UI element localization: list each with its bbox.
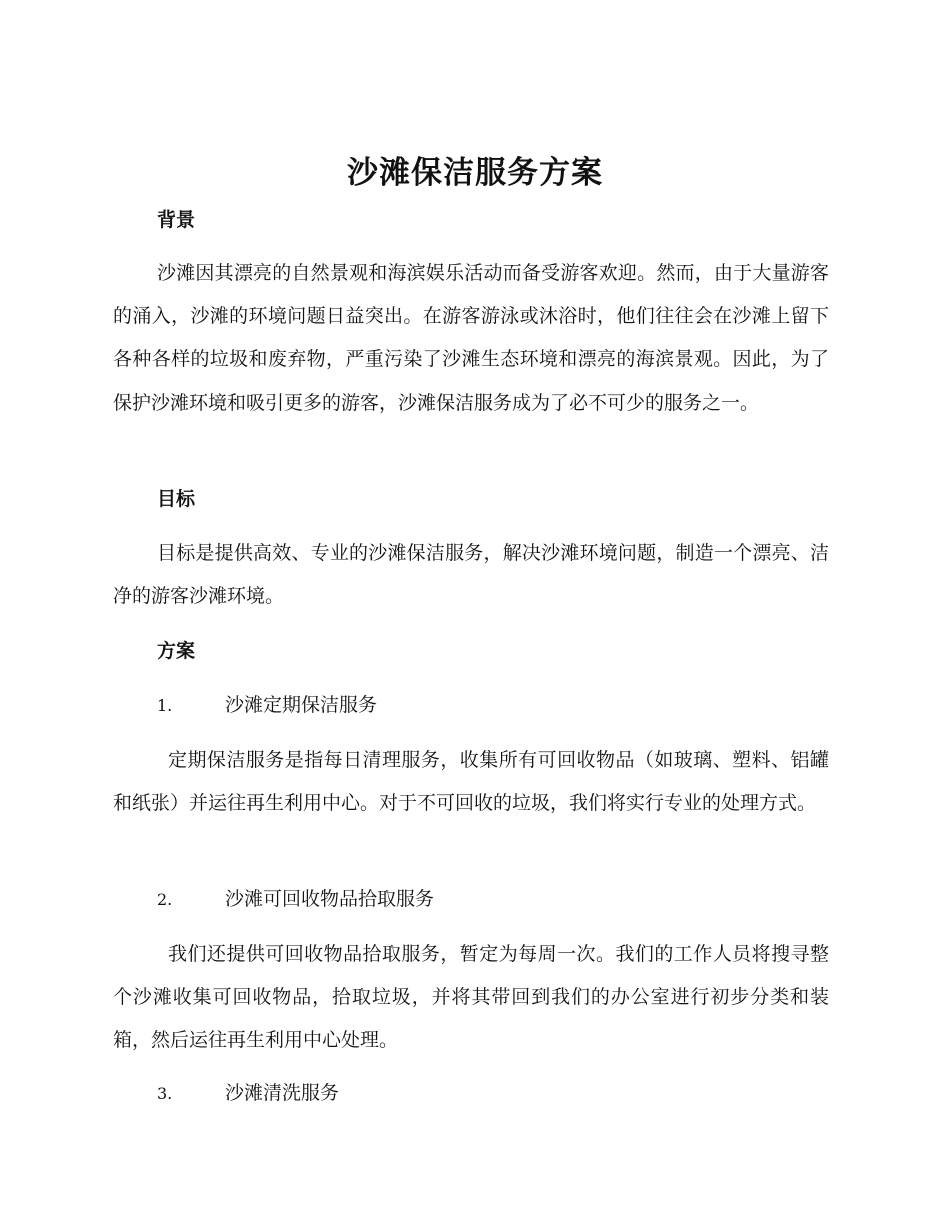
document-title: 沙滩保洁服务方案 (347, 155, 603, 191)
plan-item-2 (157, 884, 434, 915)
plan-item-title: 沙滩可回收物品拾取服务 (225, 888, 435, 910)
plan-item-3 (157, 1078, 339, 1109)
heading-goal: 目标 (157, 488, 196, 510)
heading-plan: 方案 (157, 640, 196, 662)
paragraph-plan-item-2: 我们还提供可回收物品拾取服务，暂定为每周一次。我们的工作人员将搜寻整个沙滩收集可回收物品，拾取垃圾，并将其带回到我们的办公室进行初步分类和装箱，然后运往再生利用中心处理。 (113, 943, 829, 1052)
plan-item-number: 1. (157, 696, 173, 715)
plan-item-number: 2. (157, 890, 173, 909)
plan-item-title: 沙滩定期保洁服务 (225, 694, 378, 716)
plan-item-1 (157, 690, 377, 721)
paragraph-plan-item-1: 定期保洁服务是指每日清理服务，收集所有可回收物品（如玻璃、塑料、铝罐和纸张）并运往再生利用中心。对于不可回收的垃圾，我们将实行专业的处理方式。 (113, 749, 829, 815)
plan-item-title: 沙滩清洗服务 (225, 1082, 340, 1104)
paragraph-background: 沙滩因其漂亮的自然景观和海滨娱乐活动而备受游客欢迎。然而，由于大量游客的涌入，沙滩的环境问题日益突出。在游客游泳或沐浴时，他们往往会在沙滩上留下各种各样的垃圾和废弃物，严重污染了沙滩生态环境和漂亮的海滨景观。因此，为了保护沙滩环境和吸引更多的游客，沙滩保洁服务成为了必不可少的服务之一。 (113, 262, 829, 414)
paragraph-goal: 目标是提供高效、专业的沙滩保洁服务，解决沙滩环境问题，制造一个漂亮、洁净的游客沙滩环境。 (113, 542, 829, 608)
plan-item-number: 3. (157, 1084, 173, 1103)
heading-background: 背景 (157, 209, 196, 231)
